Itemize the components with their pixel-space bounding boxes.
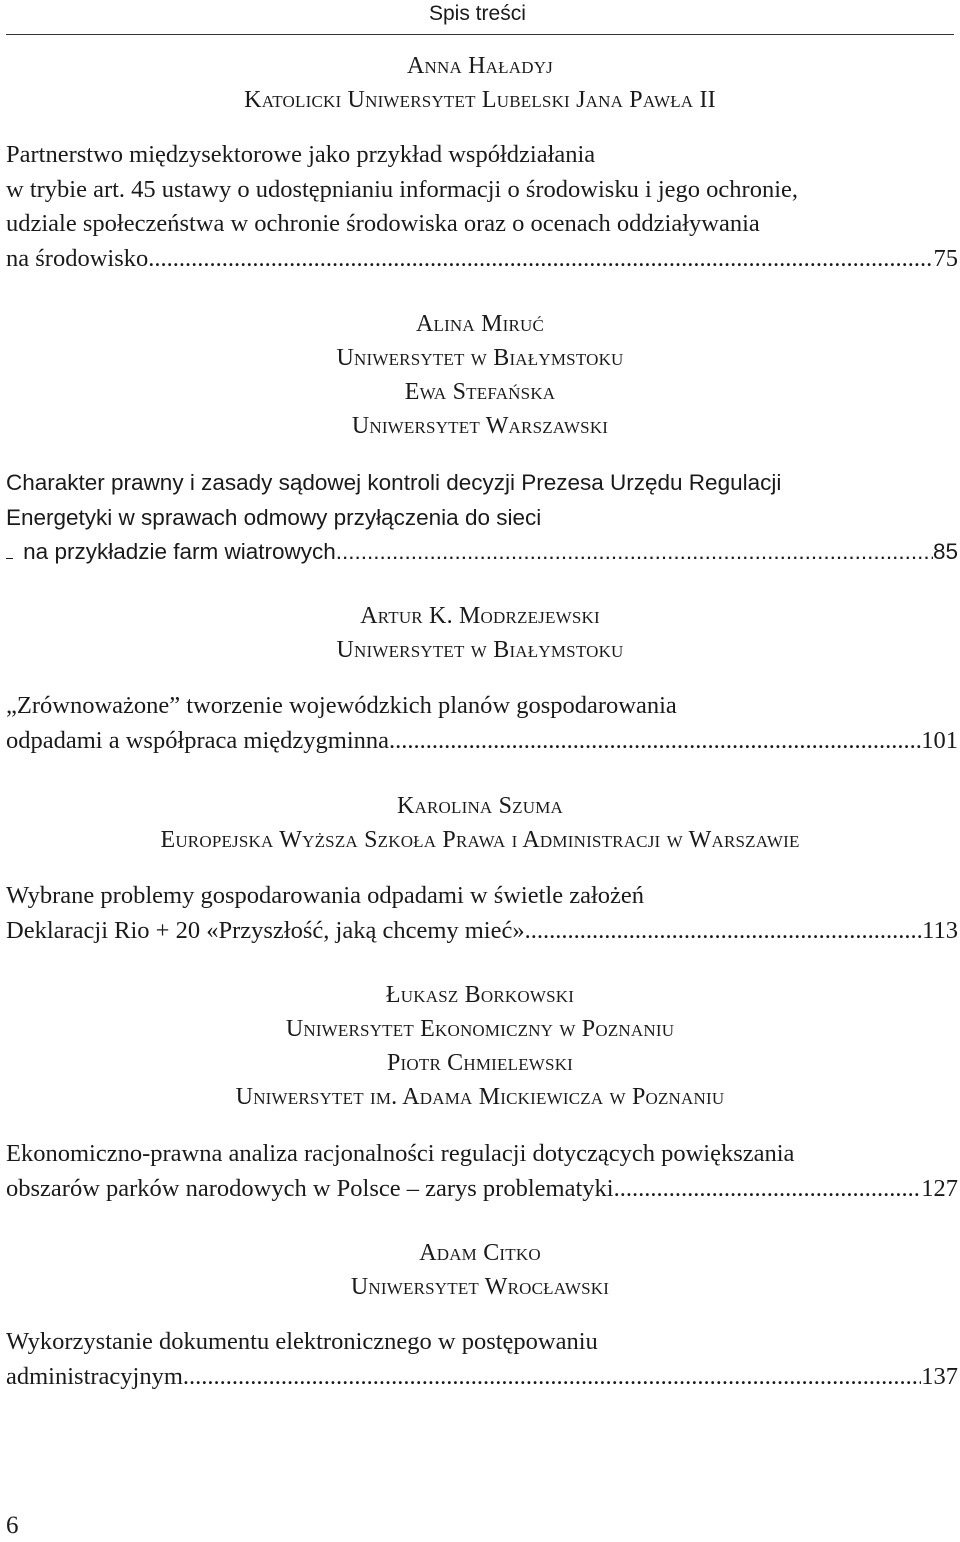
author-affiliation: Katolicki Uniwersytet Lubelski Jana Pawła II xyxy=(244,87,716,113)
author-affiliation: Uniwersytet Ekonomiczny w Poznaniu xyxy=(285,1016,675,1042)
title-line: Wybrane problemy gospodarowania odpadami w świetle założeń xyxy=(6,882,645,909)
title-line: Energetyki w sprawach odmowy przyłączenia do sieci xyxy=(6,504,542,530)
dot-leader xyxy=(336,535,933,570)
title-line: „Zrównoważone” tworzenie wojewódzkich planów gospodarowania xyxy=(6,692,677,719)
toc-entry-line[interactable] xyxy=(6,1360,958,1395)
author-affiliation: Uniwersytet w Białymstoku xyxy=(336,637,624,663)
author-affiliation: Uniwersytet im. Adama Mickiewicza w Poznaniu xyxy=(235,1084,725,1110)
entry-1-title xyxy=(6,138,958,276)
entry-6-authors xyxy=(0,1236,960,1304)
author-affiliation: Uniwersytet Wrocławski xyxy=(350,1274,610,1300)
title-line: udziale społeczeństwa w ochronie środowiska oraz o ocenach oddziaływania xyxy=(6,210,760,237)
entry-2-authors xyxy=(0,307,960,443)
page-number: 137 xyxy=(921,1362,958,1390)
dot-leader xyxy=(389,724,921,759)
page-number: 113 xyxy=(922,916,958,944)
author-affiliation: Europejska Wyższa Szkoła Prawa i Administracji w Warszawie xyxy=(160,827,800,853)
author-name: Alina Miruć xyxy=(415,311,545,337)
author-name: Piotr Chmielewski xyxy=(386,1050,574,1076)
title-last-line: na przykładzie farm wiatrowych xyxy=(23,539,336,564)
title-last-line: na środowisko xyxy=(6,244,149,272)
dot-leader xyxy=(525,914,923,949)
dot-leader xyxy=(614,1172,922,1207)
title-line: w trybie art. 45 ustawy o udostępnianiu informacji o środowisku i jego ochronie, xyxy=(6,175,799,203)
entry-2-title xyxy=(6,466,958,570)
author-name: Ewa Stefańska xyxy=(404,379,556,405)
dash-mark xyxy=(6,558,13,559)
title-line: Ekonomiczno-prawna analiza racjonalności regulacji dotyczących powiększania xyxy=(6,1140,795,1167)
header-rule xyxy=(6,34,954,35)
author-affiliation: Uniwersytet w Białymstoku xyxy=(336,345,624,371)
entry-1-authors xyxy=(0,49,960,117)
toc-entry-line[interactable] xyxy=(6,914,958,949)
author-name: Karolina Szuma xyxy=(396,793,564,819)
page-number: 85 xyxy=(932,539,958,564)
title-last-line: obszarów parków narodowych w Polsce – zarys problematyki xyxy=(6,1174,614,1202)
running-header xyxy=(0,0,960,36)
title-last-line: odpadami a współpraca międzygminna xyxy=(6,726,390,754)
title-last-line: administracyjnym xyxy=(6,1362,183,1390)
author-name: Adam Citko xyxy=(419,1240,541,1266)
title-line: Charakter prawny i zasady sądowej kontroli decyzji Prezesa Urzędu Regulacji xyxy=(6,470,782,495)
page-number: 75 xyxy=(933,244,958,272)
title-last-line: Deklaracji Rio + 20 «Przyszłość, jaką chcemy mieć» xyxy=(6,916,525,944)
title-line: Partnerstwo międzysektorowe jako przykład współdziałania xyxy=(6,141,596,168)
page-number: 101 xyxy=(921,726,958,754)
author-affiliation: Uniwersytet Warszawski xyxy=(351,413,609,439)
entry-5-authors xyxy=(0,978,960,1114)
running-header-title: Spis treści xyxy=(429,2,526,25)
entry-3-authors xyxy=(0,599,960,667)
author-name: Artur K. Modrzejewski xyxy=(360,603,600,629)
entry-5-title xyxy=(6,1137,958,1206)
entry-6-title xyxy=(6,1325,958,1394)
toc-entry-line[interactable] xyxy=(6,535,958,570)
author-name: Anna Haładyj xyxy=(406,53,553,79)
entry-4-authors xyxy=(0,789,960,857)
author-name: Łukasz Borkowski xyxy=(385,982,575,1008)
toc-entry-line[interactable] xyxy=(6,724,958,759)
page-number: 127 xyxy=(921,1174,958,1202)
toc-entry-line[interactable] xyxy=(6,1172,958,1207)
entry-4-title xyxy=(6,879,958,948)
entry-3-title xyxy=(6,689,958,758)
dot-leader xyxy=(183,1360,921,1395)
toc-entry-line[interactable] xyxy=(6,242,958,277)
title-line: Wykorzystanie dokumentu elektronicznego w postępowaniu xyxy=(6,1328,598,1355)
dot-leader xyxy=(148,242,933,277)
folio-page-number: 6 xyxy=(6,1512,19,1539)
